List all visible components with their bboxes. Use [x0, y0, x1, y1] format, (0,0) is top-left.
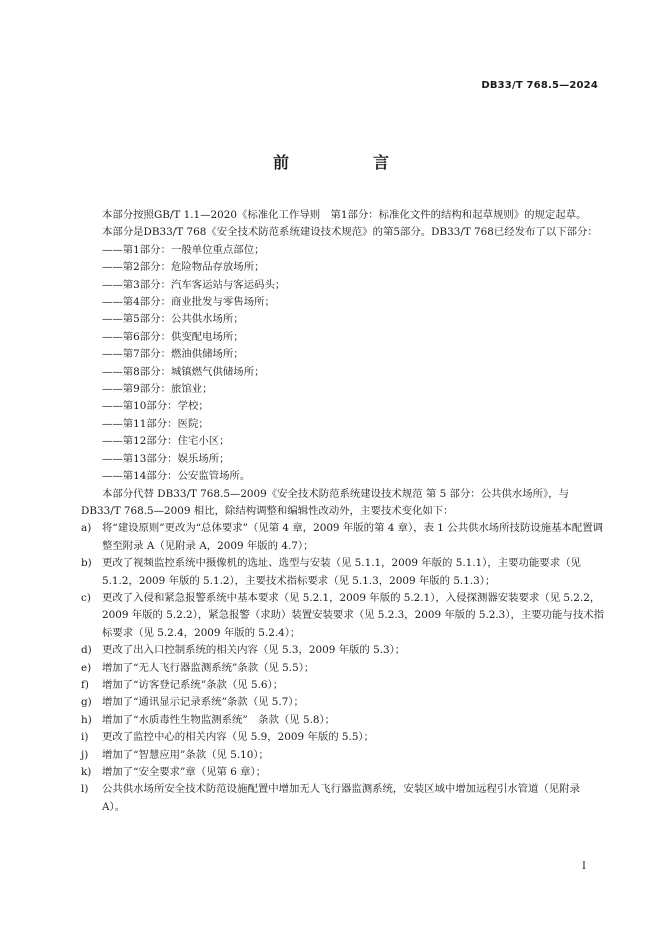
document-code: DB33/T 768.5—2024	[481, 80, 598, 91]
change-text: 公共供水场所安全技术防范设施配置中增加无人飞行器监测系统，安装区域中增加远程引水管道（见附录 A）。	[102, 783, 580, 813]
change-item	[81, 712, 604, 729]
parts-list-item: ——第12部分：住宅小区；	[102, 435, 230, 448]
change-marker: h)	[81, 713, 92, 726]
page-title: 前 言	[272, 153, 423, 172]
change-item	[81, 590, 604, 642]
change-text: 增加了“无人飞行器监测系统”条款（见 5.5）；	[102, 661, 315, 674]
change-text: 增加了“安全要求”章（见第 6 章）；	[102, 766, 267, 778]
change-item	[81, 660, 604, 677]
change-marker: j)	[81, 748, 89, 761]
parts-list-item: ——第5部分：公共供水场所；	[102, 313, 244, 326]
page-number: I	[582, 861, 586, 872]
parts-list-item: ——第8部分：城镇燃气供储场所；	[102, 365, 265, 378]
change-item	[81, 764, 604, 781]
parts-list	[81, 242, 604, 486]
change-marker: c)	[81, 591, 91, 604]
parts-list-item: ——第3部分：汽车客运站与客运码头；	[102, 278, 286, 291]
change-item	[81, 555, 604, 590]
change-marker: l)	[81, 783, 89, 796]
change-marker: b)	[81, 557, 92, 570]
parts-list-item: ——第10部分：学校；	[102, 400, 209, 413]
change-marker: e)	[81, 661, 92, 674]
intro-paragraph-2: 本部分是DB33/T 768《安全技术防范系统建设技术规范》的第5部分。DB33/T 768已经发布了以下部分：	[102, 226, 598, 239]
parts-list-item: ——第9部分：旅馆业；	[102, 383, 213, 396]
change-text: 更改了视频监控系统中摄像机的选址、选型与安装（见 5.1.1，2009 年版的 5.1.1），主要功能要求（见 5.1.2，2009 年版的 5.1.2），主要技术指标要求（见 5.1.3，2009 年版的 5.1.3）；	[102, 557, 581, 587]
parts-list-item: ——第7部分：燃油供储场所；	[102, 348, 244, 361]
change-text: 更改了出入口控制系统的相关内容（见 5.3，2009 年版的 5.3）；	[102, 644, 406, 657]
change-marker: g)	[81, 696, 92, 709]
change-item	[81, 781, 604, 816]
change-item	[81, 729, 604, 746]
change-text: 更改了入侵和紧急报警系统中基本要求（见 5.2.1，2009 年版的 5.2.1），入侵探测器安装要求（见 5.2.2，2009 年版的 5.2.2），紧急报警（求助）装置安装要求（见 5.2.3，2009 年版的 5.2.3），主要功能与技术指标要求（见 5.2.4，2009 年版的 5.2.4）；	[102, 591, 604, 639]
change-marker: a)	[81, 522, 92, 535]
intro-paragraph-1: 本部分按照GB/T 1.1—2020《标准化工作导则 第1部分：标准化文件的结构和起草规则》的规定起草。	[102, 209, 587, 221]
change-item	[81, 747, 604, 764]
changes-list	[81, 520, 604, 816]
parts-list-item: ——第2部分：危险物品存放场所；	[102, 261, 265, 274]
parts-list-item: ——第11部分：医院；	[102, 417, 209, 430]
change-item	[81, 677, 604, 694]
change-item	[81, 642, 604, 659]
change-text: 增加了“水质毒性生物监测系统” 条款（见 5.8）；	[102, 713, 336, 726]
parts-list-item: ——第13部分：娱乐场所；	[102, 452, 230, 465]
replaces-paragraph: 本部分代替 DB33/T 768.5—2009《安全技术防范系统建设技术规范 第 5 部分：公共供水场所》，与DB33/T 768.5—2009 相比，除结构调整和编辑性改动外，主要技术变化如下：	[81, 487, 570, 517]
change-marker: k)	[81, 766, 92, 778]
change-text: 将“建设原则”更改为“总体要求”（见第 4 章，2009 年版的第 4 章），表 1 公共供水场所技防设施基本配置调整至附录 A（见附录 A，2009 年版的 4.7）；	[102, 522, 604, 552]
change-text: 增加了“访客登记系统”条款（见 5.6）；	[102, 678, 284, 691]
change-text: 增加了“智慧应用”条款（见 5.10）；	[102, 748, 269, 761]
parts-list-item: ——第4部分：商业批发与零售场所；	[102, 296, 275, 309]
change-text: 更改了监控中心的相关内容（见 5.9，2009 年版的 5.5）；	[102, 731, 375, 744]
parts-list-item: ——第6部分：供变配电场所；	[102, 330, 244, 343]
change-marker: i)	[81, 731, 89, 744]
change-item	[81, 520, 604, 555]
parts-list-item: ——第1部分：一般单位重点部位；	[102, 243, 265, 256]
parts-list-item: ——第14部分：公安监管场所。	[102, 470, 251, 483]
change-marker: f)	[81, 678, 89, 691]
change-item	[81, 694, 604, 711]
change-text: 增加了“通讯显示记录系统”条款（见 5.7）；	[102, 696, 304, 709]
foreword-body	[81, 207, 604, 816]
change-marker: d)	[81, 644, 92, 657]
